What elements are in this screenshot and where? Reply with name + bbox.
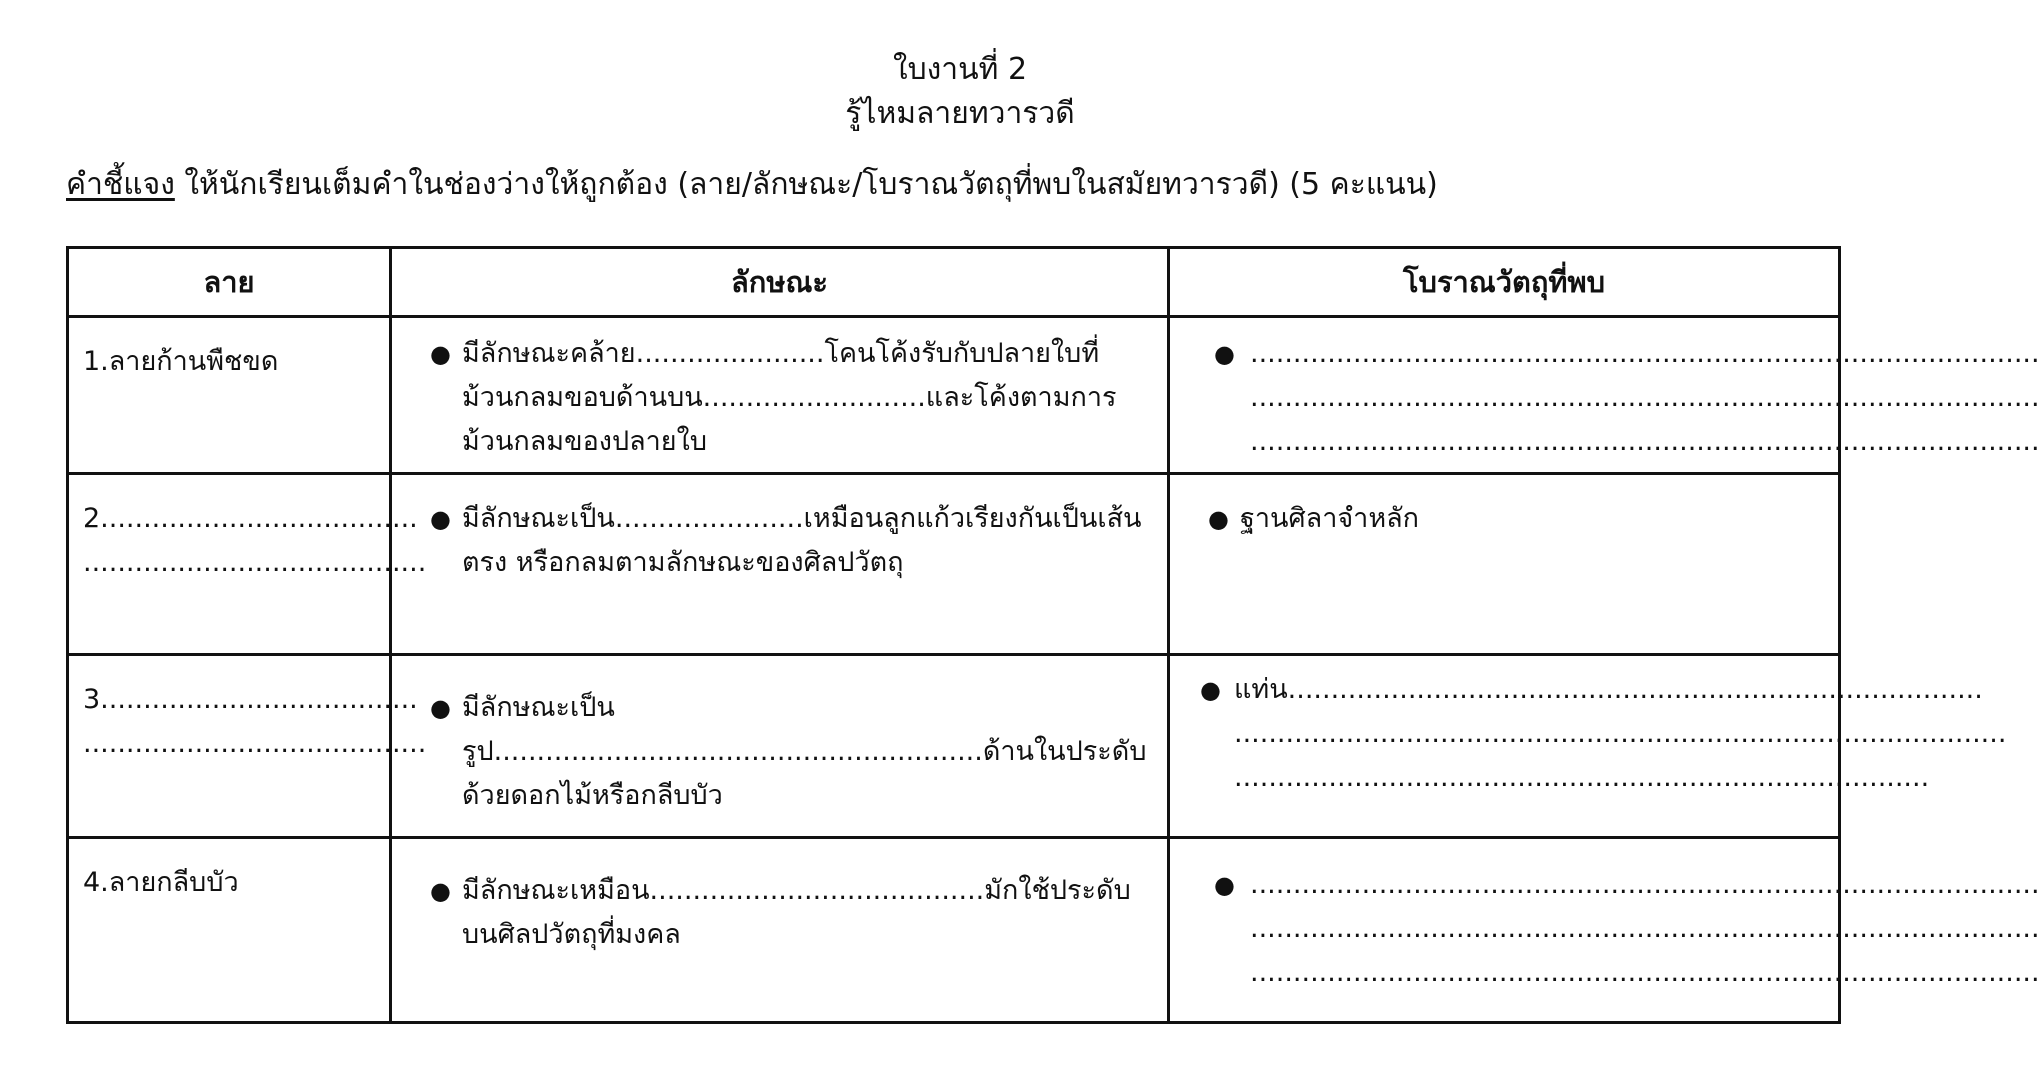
artifact-line: ............................................................................................ xyxy=(1250,382,2040,413)
table-row xyxy=(68,655,1840,838)
bullet-icon: ● xyxy=(1208,505,1229,533)
bullet-icon: ● xyxy=(1214,340,1235,368)
characteristic-text: มีลักษณะเป็นรูป.........................................................ด้านในประดับด้วยดอกไม้หรือกลีบบัว xyxy=(462,692,1147,811)
instruction-text: ให้นักเรียนเต็มคำในช่องว่างให้ถูกต้อง (ลาย/ลักษณะ/โบราณวัตถุที่พบในสมัยทวารวดี) (5 คะแนน) xyxy=(174,167,1438,202)
header-artifact: โบราณวัตถุที่พบ xyxy=(1169,248,1840,317)
artifact-line: .......................................................................................... xyxy=(1234,718,2007,749)
pattern-cell xyxy=(68,655,427,838)
bullet-icon: ● xyxy=(430,877,451,905)
pattern-cell xyxy=(68,317,391,474)
header-characteristic: ลักษณะ xyxy=(391,248,1169,317)
pattern-text: 1.ลายก้านพืชขด xyxy=(83,346,279,377)
artifact-line: แท่น................................................................................. xyxy=(1234,674,1983,705)
instruction-label: คำชี้แจง xyxy=(66,167,175,202)
characteristic-cell xyxy=(391,838,1169,1023)
worksheet-number: ใบงานที่ 2 xyxy=(892,52,1028,87)
bullet-icon: ● xyxy=(1214,871,1235,899)
artifact-line: ............................................................................................ xyxy=(1250,338,2040,369)
artifact-cell xyxy=(1169,317,2040,474)
table-header-row xyxy=(68,248,1840,317)
artifact-cell xyxy=(1169,838,2040,1023)
bullet-icon: ● xyxy=(430,505,451,533)
pattern-cell xyxy=(68,474,427,655)
instruction xyxy=(66,165,1438,205)
artifact-cell xyxy=(1169,655,2007,838)
artifact-line: ฐานศิลาจำหลัก xyxy=(1240,503,1420,534)
table-row xyxy=(68,474,1840,655)
pattern-text: 4.ลายกลีบบัว xyxy=(83,867,239,898)
pattern-text: 3..................................... xyxy=(83,684,418,715)
artifact-line: ............................................................................................ xyxy=(1250,426,2040,457)
worksheet-table xyxy=(66,246,2040,1024)
bullet-icon: ● xyxy=(430,694,451,722)
bullet-icon: ● xyxy=(1200,676,1221,704)
characteristic-cell xyxy=(391,317,1169,474)
pattern-text: 2..................................... xyxy=(83,503,418,534)
characteristic-text: มีลักษณะคล้าย......................โคนโค้งรับกับปลายใบที่ม้วนกลมขอบด้านบน..........................และโค้งตามการม้วนกลมของปลายใบ xyxy=(462,338,1117,457)
characteristic-text: มีลักษณะเหมือน.......................................มักใช้ประดับบนศิลปวัตถุที่มงคล xyxy=(462,875,1131,950)
pattern-text-2: ........................................ xyxy=(83,547,427,578)
artifact-line: ............................................................................................ xyxy=(1250,913,2040,944)
header-pattern: ลาย xyxy=(68,248,391,317)
characteristic-cell xyxy=(391,655,1169,838)
pattern-text-2: ........................................ xyxy=(83,728,427,759)
characteristic-text: มีลักษณะเป็น......................เหมือนลูกแก้วเรียงกันเป็นเส้นตรง หรือกลมตามลักษณะของศิลปวัตถุ xyxy=(462,503,1142,578)
worksheet-title: รู้ไหมลายทวารวดี xyxy=(845,96,1075,131)
table-row xyxy=(68,838,1840,1023)
artifact-line: ................................................................................. xyxy=(1234,762,1930,793)
table-row xyxy=(68,317,1840,474)
bullet-icon: ● xyxy=(430,340,451,368)
pattern-cell xyxy=(68,838,391,1023)
artifact-cell xyxy=(1169,474,1840,655)
artifact-line: ............................................................................................ xyxy=(1250,869,2040,900)
characteristic-cell xyxy=(391,474,1169,655)
artifact-line: ............................................................................................ xyxy=(1250,957,2040,988)
